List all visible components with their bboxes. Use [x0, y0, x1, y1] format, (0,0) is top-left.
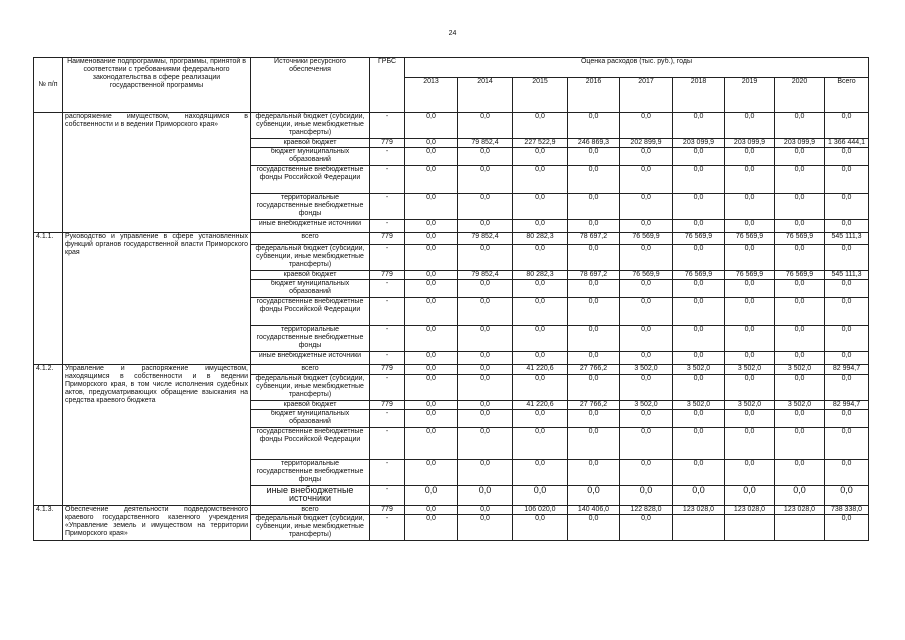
funding-source: краевой бюджет [251, 139, 370, 148]
value-2020: 0,0 [775, 245, 825, 271]
value-2020: 76 569,9 [775, 271, 825, 280]
value-2016: 0,0 [568, 515, 620, 541]
value-2019: 0,0 [725, 375, 775, 401]
value-2014: 0,0 [458, 515, 513, 541]
value-2015: 41 220,6 [513, 401, 568, 410]
value-2019: 0,0 [725, 194, 775, 220]
value-2019: 0,0 [725, 298, 775, 326]
value-2018 [673, 515, 725, 541]
value-2015: 0,0 [513, 166, 568, 194]
value-total: 0,0 [825, 166, 869, 194]
table-row [34, 506, 869, 515]
value-2015: 0,0 [513, 280, 568, 298]
value-2015: 0,0 [513, 460, 568, 486]
grbs-code: - [370, 113, 405, 139]
funding-source: государственные внебюджетные фонды Российской Федерации [251, 428, 370, 460]
funding-source: бюджет муниципальных образований [251, 148, 370, 166]
value-2017: 202 899,9 [620, 139, 673, 148]
value-2017: 0,0 [620, 113, 673, 139]
value-2017: 3 502,0 [620, 401, 673, 410]
value-2015: 0,0 [513, 148, 568, 166]
value-2020: 0,0 [775, 113, 825, 139]
value-2019: 76 569,9 [725, 233, 775, 245]
grbs-code: - [370, 280, 405, 298]
header-grbs: ГРБС [370, 58, 405, 113]
value-2018: 0,0 [673, 113, 725, 139]
value-2013: 0,0 [405, 352, 458, 365]
header-year-2020: 2020 [775, 78, 825, 113]
value-2015: 0,0 [513, 220, 568, 233]
value-2017: 0,0 [620, 326, 673, 352]
value-2016: 246 869,3 [568, 139, 620, 148]
grbs-code: - [370, 352, 405, 365]
value-2015: 41 220,6 [513, 365, 568, 375]
value-total: 738 338,0 [825, 506, 869, 515]
value-total: 0,0 [825, 245, 869, 271]
funding-source: государственные внебюджетные фонды Российской Федерации [251, 166, 370, 194]
funding-source: федеральный бюджет (субсидии, субвенции, иные межбюджетные трансферты) [251, 113, 370, 139]
value-2018: 3 502,0 [673, 365, 725, 375]
value-2015: 0,0 [513, 410, 568, 428]
value-2016: 0,0 [568, 220, 620, 233]
value-2015: 0,0 [513, 352, 568, 365]
value-2020: 3 502,0 [775, 365, 825, 375]
value-2019: 0,0 [725, 460, 775, 486]
value-2019: 3 502,0 [725, 401, 775, 410]
funding-source: бюджет муниципальных образований [251, 410, 370, 428]
row-number: 4.1.2. [34, 365, 63, 506]
value-2014: 79 852,4 [458, 233, 513, 245]
value-2015: 80 282,3 [513, 233, 568, 245]
grbs-code: - [370, 375, 405, 401]
value-2017: 122 828,0 [620, 506, 673, 515]
value-2020 [775, 515, 825, 541]
value-2016: 0,0 [568, 194, 620, 220]
value-2016: 0,0 [568, 166, 620, 194]
program-name: Управление и распоряжение имуществом, находящимся в собственности и в ведении Приморского края, в том числе исполнения судебных актов, предусматривающих обращение взыскания на средства краевого бюджета [63, 365, 251, 506]
value-2016: 140 406,0 [568, 506, 620, 515]
value-2014: 0,0 [458, 326, 513, 352]
value-2019 [725, 515, 775, 541]
value-2018: 123 028,0 [673, 506, 725, 515]
value-2019: 0,0 [725, 326, 775, 352]
grbs-code: 779 [370, 233, 405, 245]
value-2018: 0,0 [673, 352, 725, 365]
table-row [34, 365, 869, 375]
funding-source: краевой бюджет [251, 271, 370, 280]
value-2017: 76 569,9 [620, 271, 673, 280]
grbs-code: - [370, 245, 405, 271]
value-2015: 227 522,9 [513, 139, 568, 148]
funding-source: всего [251, 365, 370, 375]
funding-source: федеральный бюджет (субсидии, субвенции, иные межбюджетные трансферты) [251, 245, 370, 271]
header-year-2016: 2016 [568, 78, 620, 113]
value-total: 0,0 [825, 460, 869, 486]
value-2013: 0,0 [405, 220, 458, 233]
value-2017: 0,0 [620, 166, 673, 194]
value-2016: 78 697,2 [568, 271, 620, 280]
value-2014: 0,0 [458, 194, 513, 220]
value-2017: 0,0 [620, 460, 673, 486]
value-2016: 0,0 [568, 113, 620, 139]
value-2017: 0,0 [620, 194, 673, 220]
value-2020: 0,0 [775, 148, 825, 166]
value-2018: 0,0 [673, 220, 725, 233]
table-row [34, 113, 869, 139]
value-total: 0,0 [825, 352, 869, 365]
value-2015: 0,0 [513, 375, 568, 401]
grbs-code: - [370, 428, 405, 460]
value-2015: 80 282,3 [513, 271, 568, 280]
grbs-code: - [370, 326, 405, 352]
value-2013: 0,0 [405, 148, 458, 166]
value-2020: 3 502,0 [775, 401, 825, 410]
value-2020: 76 569,9 [775, 233, 825, 245]
value-2018: 3 502,0 [673, 401, 725, 410]
value-2019: 0,0 [725, 352, 775, 365]
funding-source: государственные внебюджетные фонды Российской Федерации [251, 298, 370, 326]
funding-source: иные внебюджетные источники [251, 486, 370, 506]
value-2016: 0,0 [568, 326, 620, 352]
value-2016: 27 766,2 [568, 401, 620, 410]
value-2013: 0,0 [405, 245, 458, 271]
value-2013: 0,0 [405, 326, 458, 352]
value-2019: 0,0 [725, 486, 775, 506]
value-2014: 0,0 [458, 280, 513, 298]
value-2018: 76 569,9 [673, 233, 725, 245]
value-2020: 203 099,9 [775, 139, 825, 148]
value-2016: 0,0 [568, 245, 620, 271]
value-2015: 0,0 [513, 298, 568, 326]
program-name: Руководство и управление в сфере установленных функций органов государственной власти Приморского края [63, 233, 251, 365]
value-total: 545 111,3 [825, 271, 869, 280]
value-2015: 0,0 [513, 194, 568, 220]
value-2014: 0,0 [458, 352, 513, 365]
value-2019: 0,0 [725, 220, 775, 233]
value-2014: 0,0 [458, 460, 513, 486]
funding-source: территориальные государственные внебюджетные фонды [251, 194, 370, 220]
value-2018: 0,0 [673, 486, 725, 506]
value-2020: 0,0 [775, 220, 825, 233]
page-number: 24 [448, 30, 457, 37]
program-name: Обеспечение деятельности подведомственного краевого государственного казенного учреждения «Управление земель и имуществом на территории Приморского края» [63, 506, 251, 541]
value-2013: 0,0 [405, 166, 458, 194]
value-2013: 0,0 [405, 113, 458, 139]
value-2013: 0,0 [405, 428, 458, 460]
value-2014: 79 852,4 [458, 271, 513, 280]
value-2013: 0,0 [405, 298, 458, 326]
value-2019: 0,0 [725, 148, 775, 166]
value-2014: 0,0 [458, 401, 513, 410]
header-estimate: Оценка расходов (тыс. руб.), годы [405, 58, 869, 78]
funding-source: территориальные государственные внебюджетные фонды [251, 326, 370, 352]
value-2014: 0,0 [458, 220, 513, 233]
value-2016: 0,0 [568, 298, 620, 326]
value-2020: 0,0 [775, 298, 825, 326]
value-2013: 0,0 [405, 486, 458, 506]
value-2015: 0,0 [513, 326, 568, 352]
value-total: 1 366 444,1 [825, 139, 869, 148]
value-2018: 0,0 [673, 166, 725, 194]
header-year-2015: 2015 [513, 78, 568, 113]
value-2013: 0,0 [405, 375, 458, 401]
header-name: Наименование подпрограммы, программы, принятой в соответствии с требованиями федерального законодательства в сфере реализации государственной программы [63, 58, 251, 113]
value-total: 0,0 [825, 220, 869, 233]
value-2019: 0,0 [725, 280, 775, 298]
value-2014: 0,0 [458, 365, 513, 375]
value-2013: 0,0 [405, 194, 458, 220]
value-2015: 0,0 [513, 113, 568, 139]
value-2018: 76 569,9 [673, 271, 725, 280]
value-2017: 0,0 [620, 352, 673, 365]
value-2018: 0,0 [673, 326, 725, 352]
value-2016: 0,0 [568, 460, 620, 486]
program-name: распоряжение имуществом, находящимся в собственности и в ведении Приморского края» [63, 113, 251, 233]
budget-table [33, 57, 869, 541]
value-2014: 0,0 [458, 486, 513, 506]
value-2017: 3 502,0 [620, 365, 673, 375]
value-2013: 0,0 [405, 280, 458, 298]
value-2015: 0,0 [513, 515, 568, 541]
value-2020: 123 028,0 [775, 506, 825, 515]
value-2017: 0,0 [620, 486, 673, 506]
value-2017: 0,0 [620, 148, 673, 166]
value-2013: 0,0 [405, 233, 458, 245]
value-2013: 0,0 [405, 401, 458, 410]
header-year-2013: 2013 [405, 78, 458, 113]
value-2018: 0,0 [673, 298, 725, 326]
grbs-code: - [370, 515, 405, 541]
value-2020: 0,0 [775, 460, 825, 486]
value-2018: 0,0 [673, 375, 725, 401]
grbs-code: - [370, 486, 405, 506]
value-2017: 0,0 [620, 515, 673, 541]
value-2013: 0,0 [405, 460, 458, 486]
value-2013: 0,0 [405, 515, 458, 541]
header-source: Источники ресурсного обеспечения [251, 58, 370, 113]
value-2019: 203 099,9 [725, 139, 775, 148]
value-total: 82 994,7 [825, 365, 869, 375]
funding-source: территориальные государственные внебюджетные фонды [251, 460, 370, 486]
value-2019: 0,0 [725, 410, 775, 428]
funding-source: иные внебюджетные источники [251, 352, 370, 365]
grbs-code: 779 [370, 506, 405, 515]
value-2014: 0,0 [458, 298, 513, 326]
value-2017: 0,0 [620, 428, 673, 460]
value-2016: 0,0 [568, 428, 620, 460]
value-2019: 0,0 [725, 166, 775, 194]
value-2018: 0,0 [673, 410, 725, 428]
header-year-2018: 2018 [673, 78, 725, 113]
value-2013: 0,0 [405, 139, 458, 148]
header-total: Всего [825, 78, 869, 113]
value-2014: 0,0 [458, 113, 513, 139]
row-number: 4.1.3. [34, 506, 63, 541]
value-2017: 0,0 [620, 220, 673, 233]
value-2020: 0,0 [775, 280, 825, 298]
value-2020: 0,0 [775, 428, 825, 460]
grbs-code: - [370, 194, 405, 220]
value-2016: 0,0 [568, 352, 620, 365]
value-total: 0,0 [825, 515, 869, 541]
value-2020: 0,0 [775, 375, 825, 401]
value-total: 0,0 [825, 298, 869, 326]
grbs-code: - [370, 148, 405, 166]
value-2020: 0,0 [775, 410, 825, 428]
header-year-2017: 2017 [620, 78, 673, 113]
funding-source: краевой бюджет [251, 401, 370, 410]
value-2015: 0,0 [513, 428, 568, 460]
value-total: 545 111,3 [825, 233, 869, 245]
value-2018: 0,0 [673, 194, 725, 220]
value-2017: 0,0 [620, 410, 673, 428]
value-total: 0,0 [825, 428, 869, 460]
grbs-code: 779 [370, 271, 405, 280]
value-2013: 0,0 [405, 365, 458, 375]
funding-source: всего [251, 506, 370, 515]
value-2019: 0,0 [725, 113, 775, 139]
value-2013: 0,0 [405, 410, 458, 428]
funding-source: федеральный бюджет (субсидии, субвенции, иные межбюджетные трансферты) [251, 515, 370, 541]
funding-source: федеральный бюджет (субсидии, субвенции, иные межбюджетные трансферты) [251, 375, 370, 401]
value-total: 82 994,7 [825, 401, 869, 410]
header-year-2019: 2019 [725, 78, 775, 113]
value-2020: 0,0 [775, 326, 825, 352]
value-2018: 0,0 [673, 245, 725, 271]
header-year-2014: 2014 [458, 78, 513, 113]
value-2018: 0,0 [673, 280, 725, 298]
value-2015: 106 020,0 [513, 506, 568, 515]
value-2013: 0,0 [405, 506, 458, 515]
funding-source: бюджет муниципальных образований [251, 280, 370, 298]
value-2019: 0,0 [725, 245, 775, 271]
grbs-code: - [370, 166, 405, 194]
grbs-code: - [370, 220, 405, 233]
value-2014: 0,0 [458, 166, 513, 194]
value-2019: 123 028,0 [725, 506, 775, 515]
value-2019: 3 502,0 [725, 365, 775, 375]
value-2016: 0,0 [568, 375, 620, 401]
funding-source: всего [251, 233, 370, 245]
value-2014: 0,0 [458, 410, 513, 428]
value-2014: 0,0 [458, 506, 513, 515]
value-2016: 0,0 [568, 410, 620, 428]
value-2019: 0,0 [725, 428, 775, 460]
grbs-code: 779 [370, 139, 405, 148]
value-2016: 0,0 [568, 486, 620, 506]
value-total: 0,0 [825, 375, 869, 401]
value-2014: 79 852,4 [458, 139, 513, 148]
value-2017: 0,0 [620, 375, 673, 401]
value-2018: 0,0 [673, 460, 725, 486]
row-number [34, 113, 63, 233]
value-2020: 0,0 [775, 194, 825, 220]
value-2019: 76 569,9 [725, 271, 775, 280]
value-2016: 0,0 [568, 148, 620, 166]
value-2017: 0,0 [620, 298, 673, 326]
value-total: 0,0 [825, 113, 869, 139]
value-2016: 27 766,2 [568, 365, 620, 375]
grbs-code: - [370, 410, 405, 428]
value-2020: 0,0 [775, 166, 825, 194]
value-2014: 0,0 [458, 245, 513, 271]
value-2013: 0,0 [405, 271, 458, 280]
value-total: 0,0 [825, 326, 869, 352]
value-2017: 0,0 [620, 245, 673, 271]
value-2014: 0,0 [458, 375, 513, 401]
value-total: 0,0 [825, 486, 869, 506]
value-2014: 0,0 [458, 428, 513, 460]
value-2018: 0,0 [673, 148, 725, 166]
value-total: 0,0 [825, 280, 869, 298]
grbs-code: 779 [370, 365, 405, 375]
value-2017: 76 569,9 [620, 233, 673, 245]
funding-source: иные внебюджетные источники [251, 220, 370, 233]
grbs-code: 779 [370, 401, 405, 410]
row-number: 4.1.1. [34, 233, 63, 365]
value-2020: 0,0 [775, 352, 825, 365]
value-2014: 0,0 [458, 148, 513, 166]
header-no: № п/п [34, 58, 63, 113]
value-2018: 203 099,9 [673, 139, 725, 148]
value-2020: 0,0 [775, 486, 825, 506]
table-row [34, 233, 869, 245]
value-total: 0,0 [825, 194, 869, 220]
value-total: 0,0 [825, 148, 869, 166]
value-2016: 0,0 [568, 280, 620, 298]
value-2017: 0,0 [620, 280, 673, 298]
grbs-code: - [370, 460, 405, 486]
value-2018: 0,0 [673, 428, 725, 460]
value-2015: 0,0 [513, 245, 568, 271]
value-2015: 0,0 [513, 486, 568, 506]
value-2016: 78 697,2 [568, 233, 620, 245]
grbs-code: - [370, 298, 405, 326]
value-total: 0,0 [825, 410, 869, 428]
